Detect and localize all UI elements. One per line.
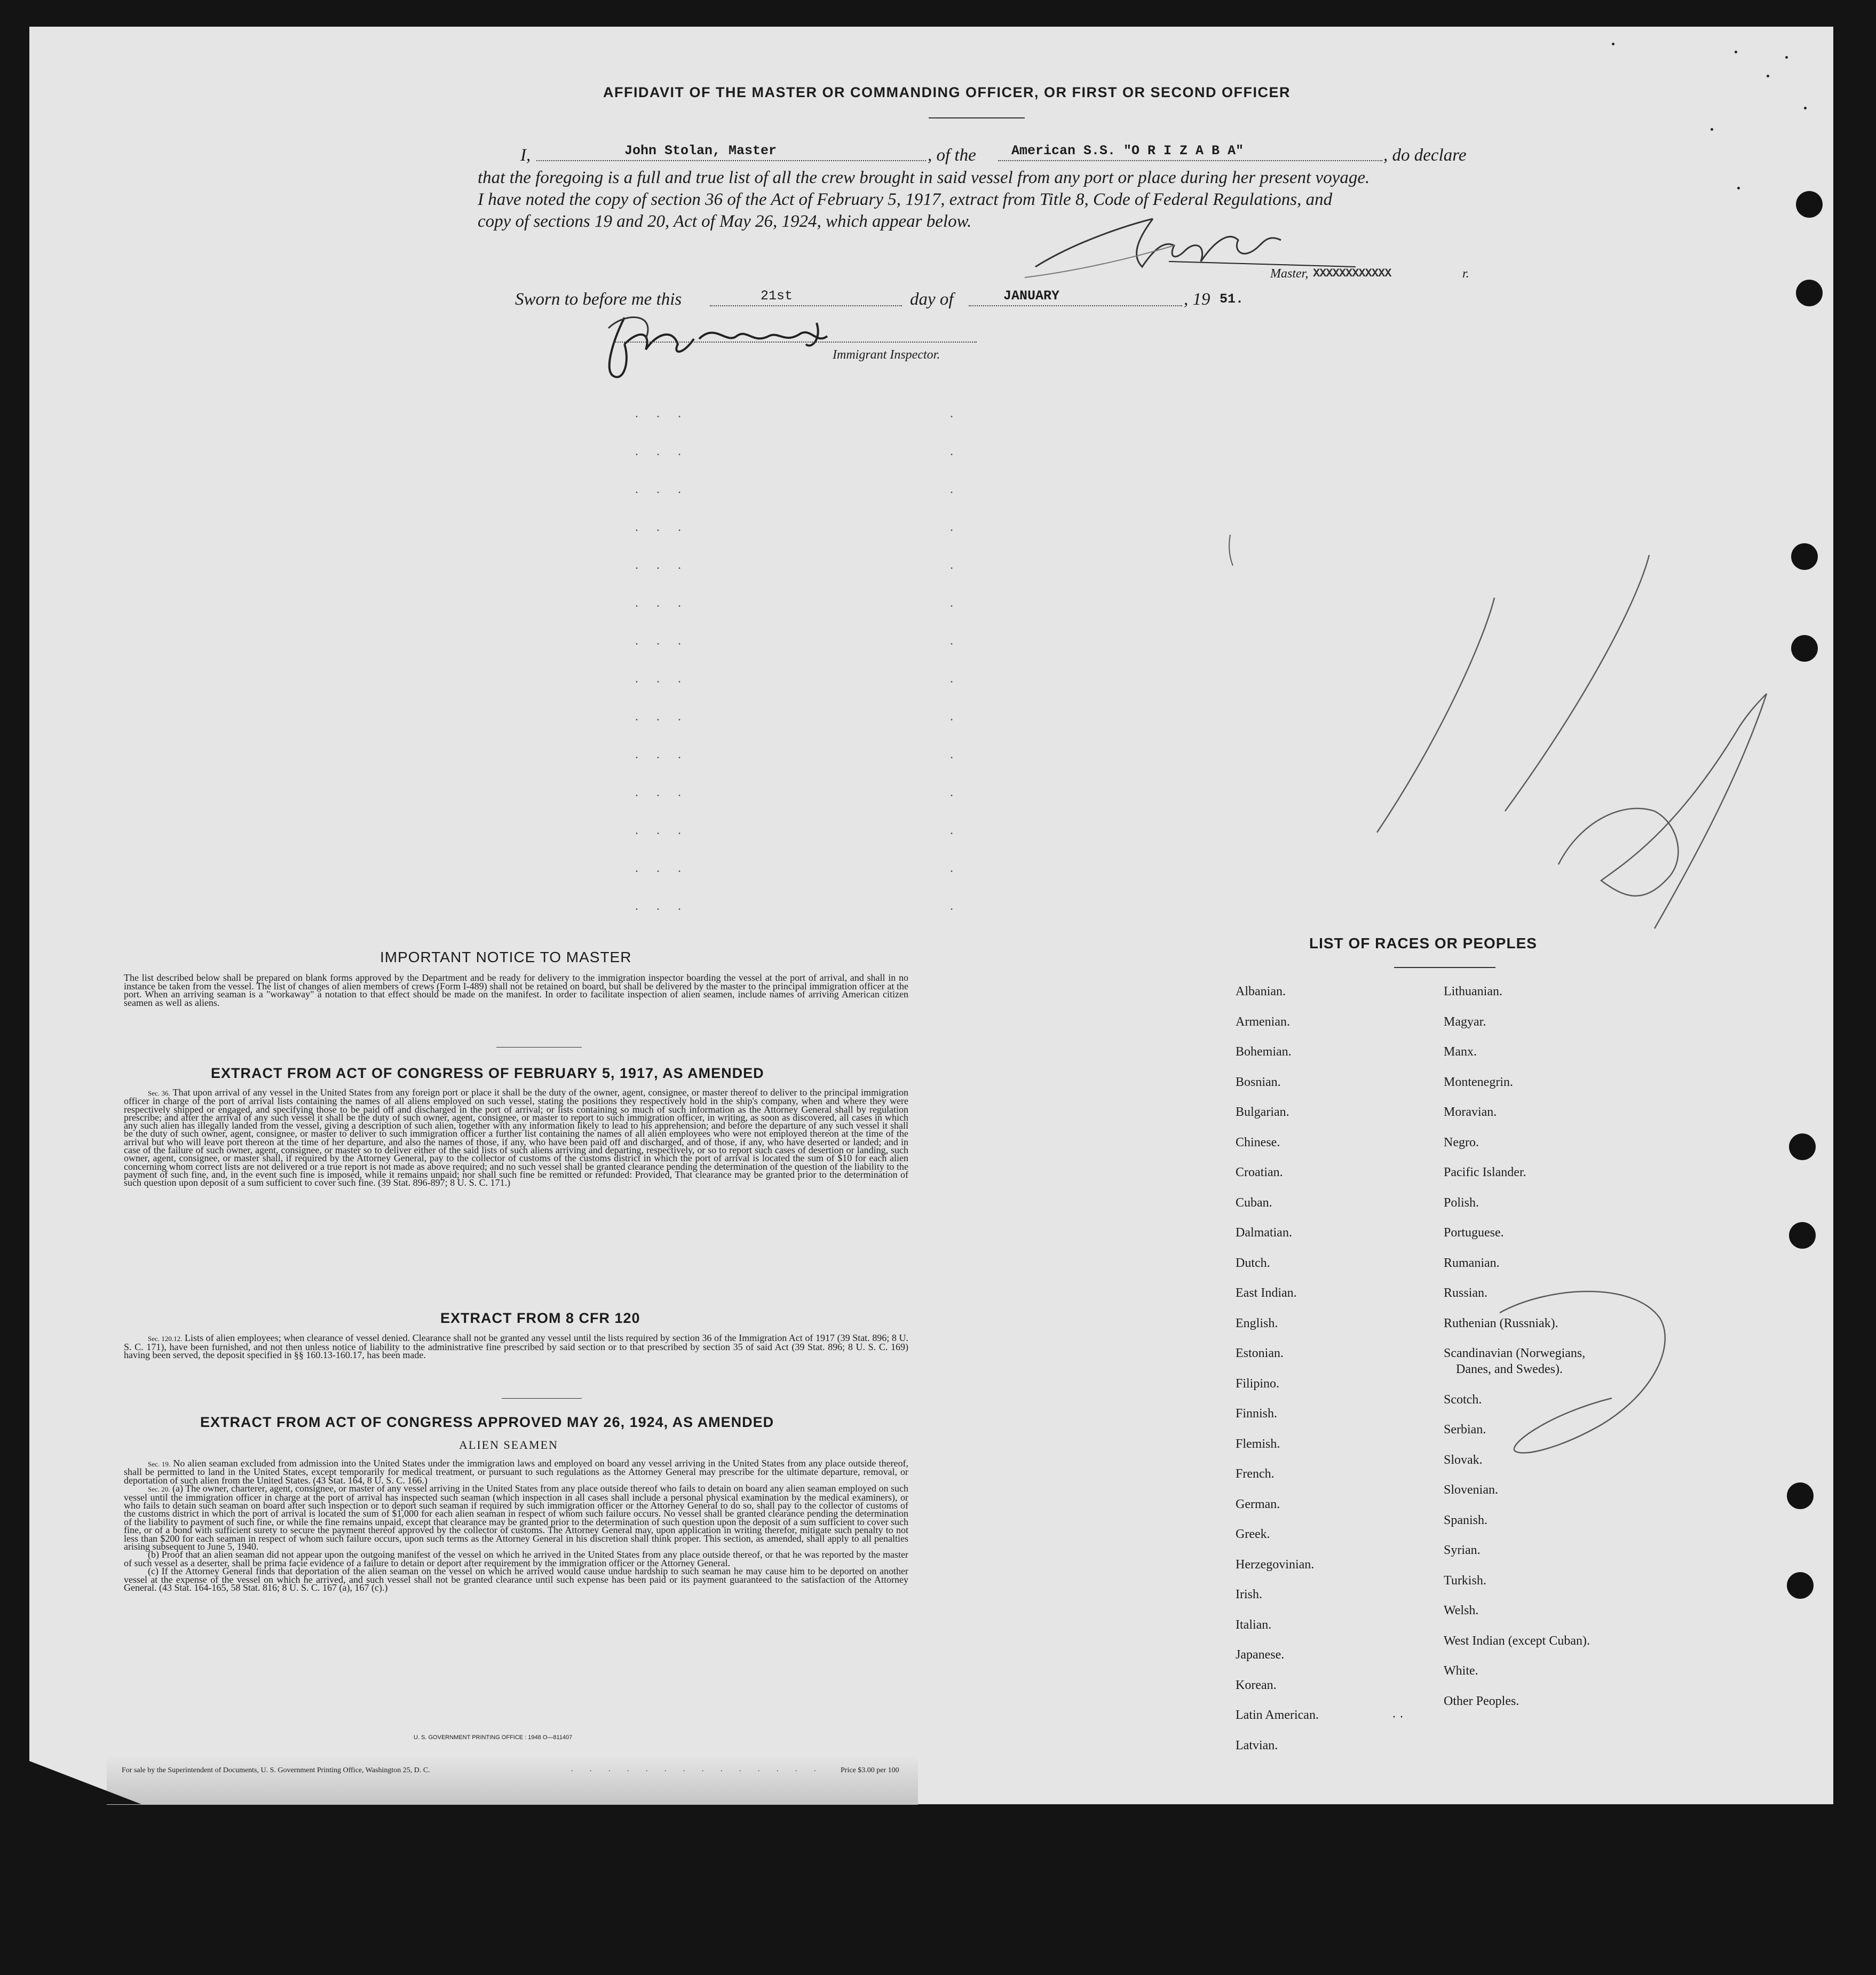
gpo-imprint: U. S. GOVERNMENT PRINTING OFFICE : 1948 O—811407	[414, 1734, 573, 1741]
race-item: West Indian (except Cuban).	[1444, 1633, 1590, 1648]
race-item: East Indian.	[1236, 1286, 1297, 1300]
section-rule	[502, 1398, 582, 1399]
binder-hole	[1796, 191, 1823, 218]
dust-speck	[1785, 56, 1788, 59]
extract-1917-title: EXTRACT FROM ACT OF CONGRESS OF FEBRUARY 5, 1917, AS AMENDED	[211, 1065, 764, 1081]
binder-hole	[1787, 1572, 1814, 1599]
race-item: Latin American.	[1236, 1708, 1319, 1722]
race-item: Portuguese.	[1444, 1226, 1504, 1240]
affidavit-of-the: , of the	[928, 146, 976, 165]
race-item: Chinese.	[1236, 1135, 1280, 1149]
section-rule	[496, 1047, 582, 1048]
race-item: Croatian.	[1236, 1165, 1283, 1179]
race-item: Bohemian.	[1236, 1045, 1292, 1059]
extract-cfr-title: EXTRACT FROM 8 CFR 120	[440, 1310, 640, 1326]
race-item: Irish.	[1236, 1588, 1262, 1601]
affidavit-do-declare: , do declare	[1383, 146, 1467, 165]
sworn-month-blank	[969, 305, 1182, 306]
race-item: Serbian.	[1444, 1423, 1486, 1437]
race-item: Dutch.	[1236, 1256, 1270, 1270]
affidavit-line3: I have noted the copy of section 36 of the Act of February 5, 1917, extract from Title 8, Code of Federal Regulations, and	[478, 190, 1333, 209]
race-item: Spanish.	[1444, 1513, 1488, 1527]
sec20b-paragraph: (b) Proof that an alien seaman did not appear upon the outgoing manifest of the vessel on which he arrived in the United States from any place outside thereof, or that he was reported by the master of such vessel as a deserter, shall be prima facie evidence of a failure to detain or deport after requirement by the immigration officer or the Attorney General.	[124, 1549, 908, 1568]
year-prefix: , 19	[1184, 290, 1210, 309]
dust-speck	[1737, 187, 1740, 189]
race-item: Rumanian.	[1444, 1256, 1500, 1270]
race-item: Latvian.	[1236, 1738, 1278, 1752]
race-item: Turkish.	[1444, 1573, 1486, 1588]
sec20a-paragraph	[124, 1485, 908, 1551]
inspector-signature	[592, 307, 870, 387]
binder-hole	[1787, 1482, 1814, 1509]
dust-speck	[1711, 128, 1713, 131]
affidavit-title: AFFIDAVIT OF THE MASTER OR COMMANDING OFFICER, OR FIRST OR SECOND OFFICER	[603, 84, 1291, 100]
race-item: Italian.	[1236, 1617, 1272, 1632]
sec20a-text: (a) The owner, charterer, agent, consignee, or master of any vessel arriving in the United States from any place outside thereof who fails to detain on board any alien seaman employed on such vessel until the immigration officer in charge at the port of arrival has inspected such seaman (which inspection in all cases shall include a personal physical examination by the medical examiners), or who fails to detain such seaman on board after such inspection or to deport such seaman if required by such immigration officer or the Attorney General to do so, shall pay to the collector of customs of the customs district in which the port of arrival is located the sum of $1,000 for each alien seaman in respect of whom such failure occurs. No vessel shall be granted clearance pending the determination of the liability to payment of such fine, or while the fine remains unpaid, except that clearance may be granted prior to the determination of such question upon the deposit of a sum sufficient to cover such fine, or of a bond with sufficient surety to secure the payment thereof approved by the collector of customs. The Attorney General may, upon application in writing therefor, mitigate such penalty to not less than $200 for each seaman in respect of whom such failure occurs, upon such terms as the Attorney General in his discretion shall think proper. This section, as amended, shall apply to all penalties arising subsequent to June 5, 1940.	[124, 1483, 908, 1552]
inspector-signature-line	[614, 342, 977, 343]
stray-dots: · ·	[1392, 1710, 1404, 1724]
struck-officer-title: XXXXXXXXXXXX	[1313, 267, 1391, 280]
affidavit-line2: that the foregoing is a full and true list of all the crew brought in said vessel from any port or place during her present voyage.	[478, 168, 1370, 187]
race-item: Magyar.	[1444, 1014, 1486, 1029]
extract-1924-subtitle: ALIEN SEAMEN	[459, 1438, 558, 1451]
race-item: Japanese.	[1236, 1648, 1285, 1662]
binder-hole	[1789, 1222, 1816, 1249]
faint-column-marks: . . . . . . . . . . . . . .	[950, 407, 961, 913]
race-item: Filipino.	[1236, 1376, 1280, 1391]
for-sale-imprint: For sale by the Superintendent of Documents, U. S. Government Printing Office, Washington 25, D. C.	[122, 1766, 430, 1774]
extract-1917-body	[124, 1089, 908, 1187]
day-of-label: day of	[910, 290, 954, 309]
race-item: Bosnian.	[1236, 1075, 1281, 1089]
race-item: Greek.	[1236, 1527, 1270, 1541]
sworn-month-value: JANUARY	[1003, 288, 1060, 304]
race-item: French.	[1236, 1467, 1275, 1481]
race-item: Slovak.	[1444, 1453, 1483, 1467]
race-item: Albanian.	[1236, 985, 1286, 998]
race-item: English.	[1236, 1316, 1278, 1330]
extract-cfr-sec-label: Sec. 120.12.	[148, 1335, 183, 1343]
race-item: Finnish.	[1236, 1407, 1278, 1421]
pencil-annotation-2	[1484, 1275, 1697, 1489]
race-item: Herzegovinian.	[1236, 1557, 1315, 1572]
race-item: German.	[1236, 1497, 1280, 1511]
struck-officer-suffix: r.	[1462, 267, 1469, 281]
race-item: Bulgarian.	[1236, 1105, 1289, 1119]
affidavit-line1-prefix: I,	[520, 146, 531, 165]
binder-hole	[1789, 1133, 1816, 1160]
dust-speck	[1767, 75, 1769, 77]
vessel-blank	[998, 160, 1382, 161]
master-name-value: John Stolan, Master	[624, 143, 777, 158]
sec20-label: Sec. 20.	[148, 1485, 170, 1494]
price-imprint: Price $3.00 per 100	[841, 1766, 899, 1774]
binder-hole	[1796, 280, 1823, 306]
sec20c-paragraph: (c) If the Attorney General finds that deportation of the alien seaman on the vessel on which he arrived would cause undue hardship to such seaman he may cause him to be deported on another vessel at the expense of the vessel on which he arrived, and such vessel shall not be granted clearance until such expense has been paid or its payment guaranteed to the satisfaction of the Attorney General. (43 Stat. 164-165, 58 Stat. 816; 8 U. S. C. 167 (a), 167 (c).)	[124, 1566, 908, 1593]
race-item: Moravian.	[1444, 1105, 1497, 1119]
extract-1917-text: That upon arrival of any vessel in the United States from any foreign port or place it shall be the duty of the owner, agent, consignee, or master thereof to deliver to the principal immigration officer in charge of the port of arrival lists containing the names of all aliens employed on such vessel, stating the positions they respectively hold in the ship's company, when and where they were respectively shipped or engaged, and specifying those to be paid off and discharged in the port of arrival; or lists containing so much of such information as the Attorney General shall by regulation prescribe; and after the arrival of any such vessel it shall be the duty of such owner, agent, consignee, or master to report to such immigration officer, in writing, as soon as discovered, all cases in which any such alien has illegally landed from the vessel, giving a description of such alien, together with any information likely to lead to his apprehension; and before the departure of any such vessel it shall be the duty of such owner, agent, consignee, or master to deliver to such immigration officer a further list containing the names of all alien employees who were not employed thereon at the time of the arrival but who will leave port thereon at the time of her departure, and also the names of those, if any, who have been paid off and discharged, and of those, if any, who have deserted or landed; and in case of the failure of such owner, agent, consignee, or master so to deliver either of the said lists of such aliens arriving and departing, respectively, or so to report such cases of desertion or landing, such owner, agent, consignee, or master shall, if required by the Attorney General, pay to the collector of customs of the customs district in which the port of arrival is located the sum of $10 for each alien concerning whom correct lists are not delivered or a true report is not made as above required; and no such vessel shall be granted clearance pending the determination of the question of the liability to the payment of such fine, and, in the event such fine is imposed, while it remains unpaid; nor shall such fine be remitted or refunded: Provided, That clearance may be granted prior to the determination of such question upon deposit of a sum sufficient to cover such fine. (39 Stat. 896-897; 8 U. S. C. 171.)	[124, 1087, 908, 1188]
race-item: Montenegrin.	[1444, 1075, 1513, 1089]
race-item: Scotch.	[1444, 1392, 1482, 1407]
extract-cfr-body	[124, 1334, 908, 1360]
notice-body-text: The list described below shall be prepared on blank forms approved by the Department and be ready for delivery to the immigration inspector boarding the vessel at the port of arrival, and shall in no instance be taken from the vessel. The list of changes of alien members of crews (Form I-489) shall not be retained on board, but shall be delivered by the master to the principal immigration officer at the port. When an arriving seaman is a "workaway" a notation to that effect should be made on the manifest. In order to facilitate inspection of alien seamen, include names of arriving American citizen seamen as well as aliens.	[124, 972, 908, 1009]
inspector-caption: Immigrant Inspector.	[833, 348, 940, 362]
races-rule	[1394, 967, 1495, 968]
sworn-prefix: Sworn to before me this	[515, 290, 682, 309]
race-item: Polish.	[1444, 1195, 1479, 1210]
dust-speck	[1612, 43, 1614, 45]
race-item: White.	[1444, 1664, 1478, 1678]
races-title: LIST OF RACES OR PEOPLES	[1309, 935, 1537, 951]
extract-1917-sec-label: Sec. 36.	[148, 1089, 170, 1097]
title-rule	[929, 117, 1025, 118]
race-item: Armenian.	[1236, 1014, 1290, 1029]
race-item: Slovenian.	[1444, 1483, 1498, 1497]
race-item: Manx.	[1444, 1045, 1477, 1059]
race-item: Syrian.	[1444, 1543, 1481, 1557]
race-item: Other Peoples.	[1444, 1694, 1519, 1708]
sec19-text: No alien seaman excluded from admission into the United States under the immigration laws and employed on board any vessel arriving in the United States from any place outside thereof, shall be permitted to land in the United States, except temporarily for medical treatment, or pursuant to such regulations as the Attorney General may prescribe for the ultimate departure, removal, or deportation of such alien from the United States. (43 Stat. 164, 8 U. S. C. 166.)	[124, 1458, 908, 1486]
sec19-paragraph	[124, 1460, 908, 1485]
race-item: Estonian.	[1236, 1346, 1284, 1360]
dust-speck	[1804, 107, 1807, 109]
master-name-blank	[536, 160, 926, 161]
race-item: Pacific Islander.	[1444, 1165, 1526, 1179]
race-item: Dalmatian.	[1236, 1226, 1292, 1240]
race-item: Danes, and Swedes).	[1456, 1362, 1563, 1376]
year-value: 51.	[1220, 291, 1244, 307]
race-item: Welsh.	[1444, 1604, 1479, 1617]
affidavit-line4: copy of sections 19 and 20, Act of May 26, 1924, which appear below.	[478, 212, 972, 231]
page-bottom-shadow	[107, 1756, 918, 1805]
notice-title: IMPORTANT NOTICE TO MASTER	[380, 949, 632, 965]
race-item: Cuban.	[1236, 1195, 1272, 1210]
extract-1924-title: EXTRACT FROM ACT OF CONGRESS APPROVED MAY 26, 1924, AS AMENDED	[200, 1414, 774, 1430]
dust-speck	[1735, 51, 1737, 53]
pencil-annotation	[1217, 534, 1831, 950]
race-item: Russian.	[1444, 1286, 1488, 1300]
race-item: Lithuanian.	[1444, 985, 1502, 998]
extract-1924-body	[124, 1460, 908, 1592]
race-item: Negro.	[1444, 1135, 1479, 1149]
sworn-day-blank	[710, 305, 902, 306]
race-item: Scandinavian (Norwegians,	[1444, 1346, 1586, 1360]
sworn-day-value: 21st	[761, 288, 793, 304]
notice-body	[124, 974, 908, 1008]
master-caption: Master,	[1270, 267, 1309, 281]
race-item: Ruthenian (Russniak).	[1444, 1316, 1558, 1330]
sec19-label: Sec. 19.	[148, 1460, 171, 1468]
faint-column-marks: . . . . . . . . . . . . . . . . . . . . . . . . . . . . . . . . . . . . . . . . . .	[635, 407, 688, 913]
vessel-value: American S.S. "O R I Z A B A"	[1011, 143, 1244, 158]
extract-cfr-text: Lists of alien employees; when clearance of vessel denied. Clearance shall not be granted any vessel until the lists required by section 36 of the Immigration Act of 1917 (39 Stat. 896; 8 U. S. C. 171), have been furnished, and not then unless notice of liability to the administrative fine prescribed by said section or to that prescribed by section 35 of said Act (39 Stat. 896; 8 U. S. C. 169) having been served, the deposit specified in §§ 160.13-160.17, has been made.	[124, 1332, 908, 1361]
race-item: Flemish.	[1236, 1437, 1280, 1451]
race-item: Korean.	[1236, 1678, 1277, 1692]
for-sale-dots: . . . . . . . . . . . . . .	[571, 1765, 824, 1773]
